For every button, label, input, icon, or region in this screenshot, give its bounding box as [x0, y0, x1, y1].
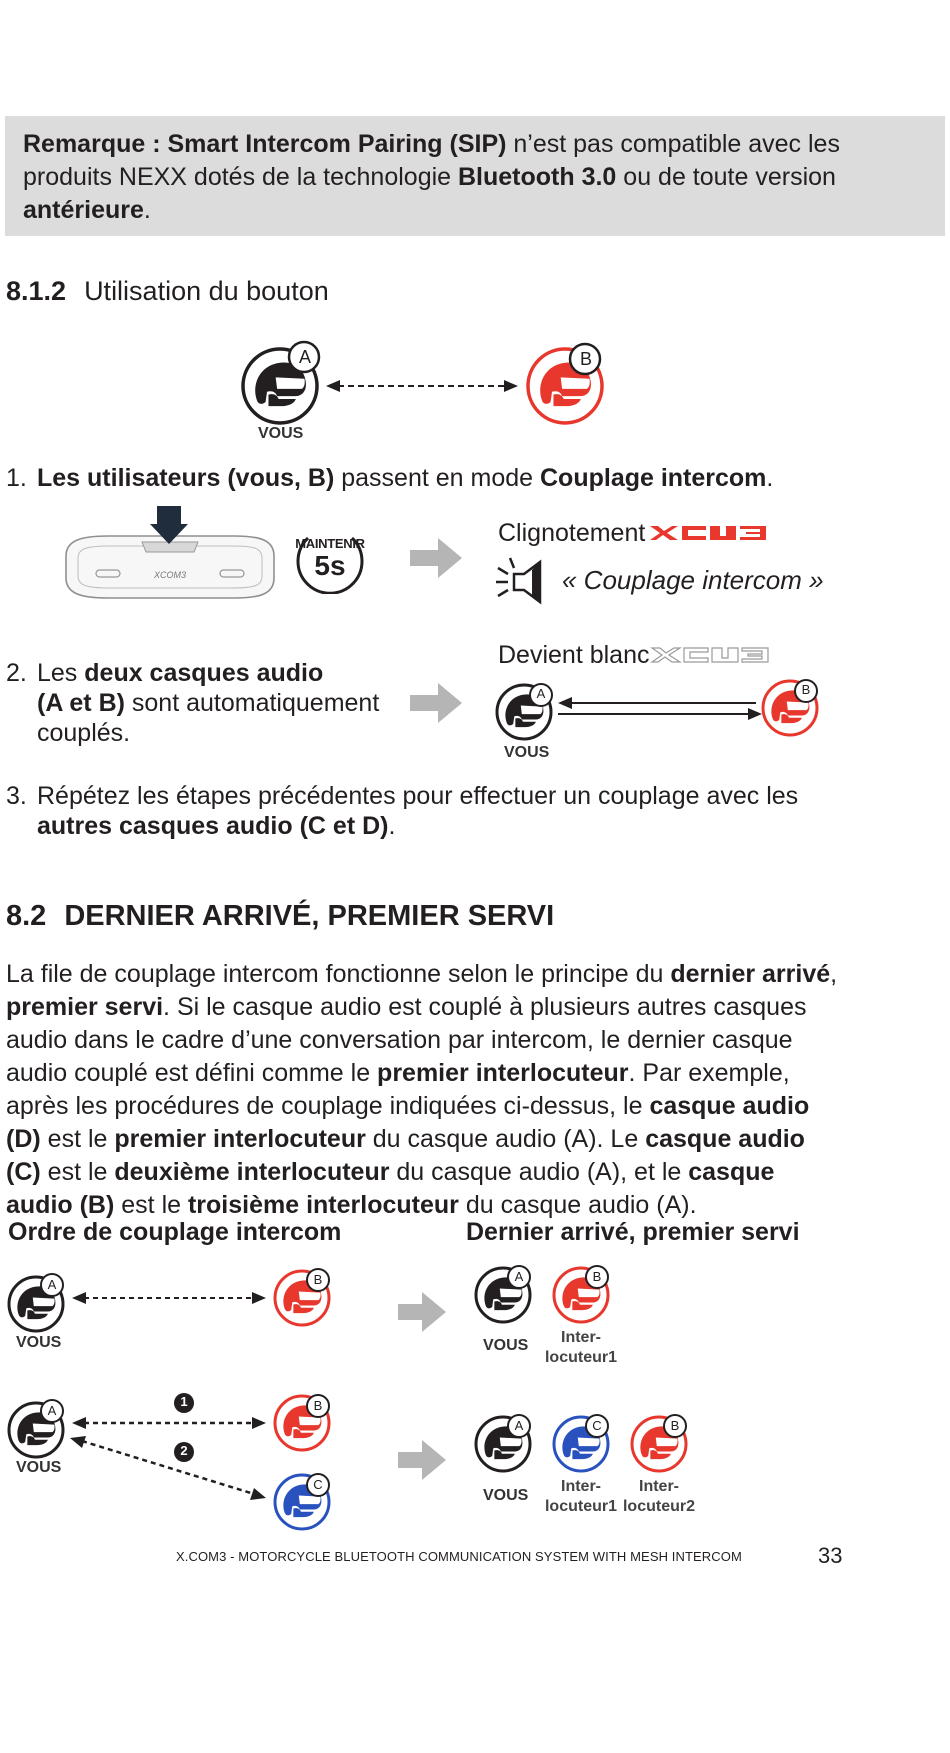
row2-right-vous-label: VOUS	[483, 1487, 529, 1504]
row1-right-letter-a: A	[514, 1269, 524, 1284]
pairing-diagram-2	[494, 676, 824, 764]
section-heading-8-2: 8.2 DERNIER ARRIVÉ, PREMIER SERVI	[6, 900, 555, 932]
row2-letter-b: B	[313, 1398, 323, 1413]
order-right-title: Dernier arrivé, premier servi	[466, 1218, 800, 1246]
xcom3-logo-red	[648, 522, 768, 549]
row2-inter1-caption: Inter- locuteur1	[544, 1478, 617, 1515]
hold-5s-icon: MAINTENIR 5s	[290, 518, 370, 594]
page-number: 33	[818, 1543, 843, 1568]
row1-vous-label: VOUS	[16, 1334, 62, 1351]
note-box	[5, 116, 945, 236]
helmet-a-letter: A	[298, 347, 311, 367]
section-8-2-paragraph: La file de couplage intercom fonctionne selon le principe du dernier arrivé, premier servi. Si le casque audio est couplé à plusieurs autres casques audio dans le cadre d’une conversation par intercom, le dernier casque audio couplé est défini comme le premier interlocuteur. Par exemple, après les procédures de couplage indiquées ci-dessus, le casque audio (D) est le premier interlocuteur du casque audio (A). Le casque audio (C) est le deuxième interlocuteur du casque audio (A), et le casque audio (B) est le troisième interlocuteur du casque audio (A).	[6, 960, 838, 1219]
section-heading-8-1-2: 8.1.2 Utilisation du bouton	[6, 276, 329, 306]
step-2: 2. Les deux casques audio (A et B) sont automatiquement couplés.	[6, 659, 380, 747]
helmet-a-letter-2: A	[536, 686, 546, 701]
pairing-diagram-1	[240, 340, 610, 450]
order-left-title: Ordre de couplage intercom	[8, 1218, 342, 1246]
helmet-b-letter-2: B	[801, 682, 811, 697]
vous-label: VOUS	[258, 425, 304, 442]
row2-right-letter-b: B	[670, 1418, 680, 1433]
row2-vous-label: VOUS	[16, 1459, 62, 1476]
row1-letter-a: A	[47, 1277, 57, 1292]
step-arrow-2-icon	[410, 683, 462, 728]
row2-right-letter-a: A	[514, 1418, 524, 1433]
order-badge-1: 1	[180, 1394, 188, 1409]
row2-right-letter-c: C	[592, 1418, 602, 1433]
xcom3-logo-white	[650, 644, 770, 671]
row2-letter-c: C	[313, 1477, 323, 1492]
voice-prompt: « Couplage intercom »	[562, 565, 824, 595]
order-badge-2: 2	[180, 1443, 188, 1458]
row1-right-vous-label: VOUS	[483, 1337, 529, 1354]
blink-label: Clignotement	[498, 519, 646, 547]
order-diagrams	[0, 1258, 840, 1548]
step-3: 3. Répétez les étapes précédentes pour effectuer un couplage avec les autres casques audio (C et D).	[6, 782, 799, 840]
row2-inter2-caption: Inter- locuteur2	[622, 1478, 695, 1515]
vous-label-2: VOUS	[504, 744, 550, 761]
page-footer: X.COM3 - MOTORCYCLE BLUETOOTH COMMUNICATION SYSTEM WITH MESH INTERCOM	[176, 1549, 742, 1564]
speaker-icon	[494, 556, 550, 611]
step-1: 1. Les utilisateurs (vous, B) passent en mode Couplage intercom.	[6, 464, 774, 492]
row1-letter-b: B	[313, 1272, 323, 1287]
row1-right-letter-b: B	[592, 1269, 602, 1284]
step-arrow-1-icon	[410, 538, 462, 583]
row1-inter1-caption: Inter- locuteur1	[544, 1329, 617, 1366]
turns-white-label: Devient blanc	[498, 641, 650, 669]
device-illustration	[56, 506, 286, 604]
row2-letter-a: A	[47, 1403, 57, 1418]
note-text: Remarque : Smart Intercom Pairing (SIP) n’est pas compatible avec les produits NEXX dotés de la technologie Bluetooth 3.0 ou de toute version antérieure.	[23, 130, 840, 224]
helmet-b-letter: B	[579, 349, 592, 369]
svg-text:XCOM3: XCOM3	[153, 570, 187, 580]
